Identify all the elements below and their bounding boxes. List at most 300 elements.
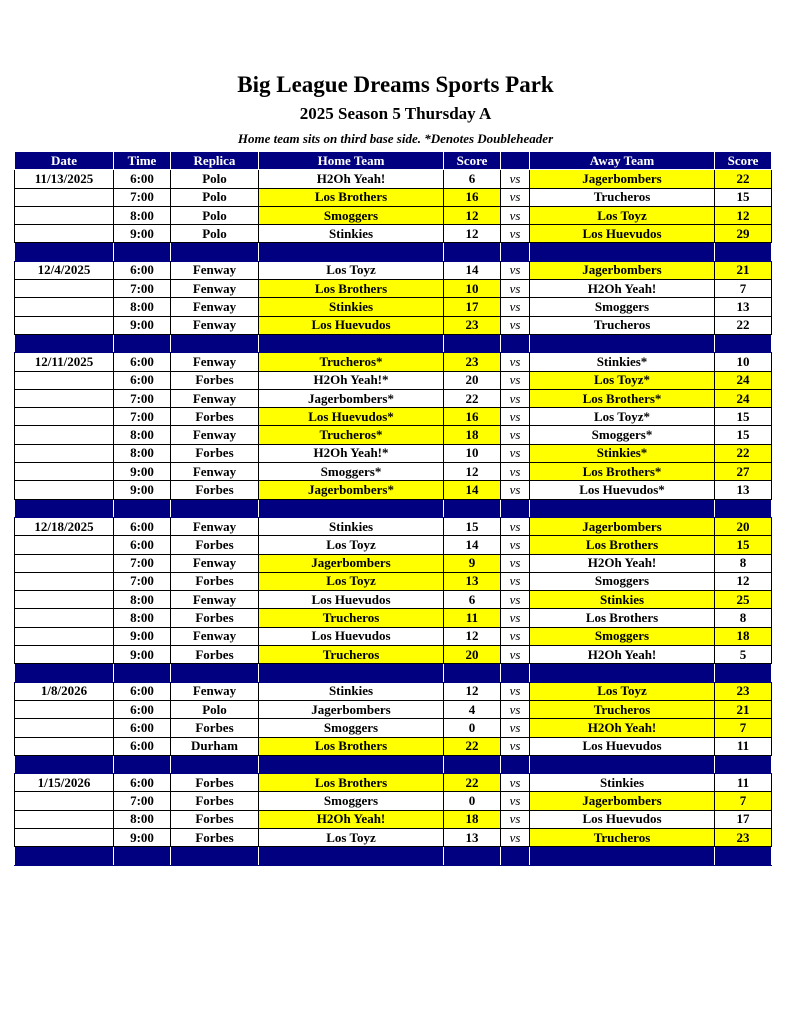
- separator-cell: [530, 243, 715, 261]
- cell-vs: vs: [501, 316, 530, 334]
- game-row: [15, 298, 772, 316]
- cell-away-team: Smoggers: [530, 627, 715, 645]
- cell-vs: vs: [501, 828, 530, 846]
- separator-cell: [171, 664, 259, 682]
- cell-date: [15, 627, 114, 645]
- separator-cell: [715, 499, 772, 517]
- separator-cell: [444, 755, 501, 773]
- cell-vs: vs: [501, 389, 530, 407]
- cell-home-team: Jagerbombers: [259, 700, 444, 718]
- cell-away-score: 11: [715, 737, 772, 755]
- separator-cell: [171, 847, 259, 865]
- separator-cell: [715, 664, 772, 682]
- cell-home-score: 12: [444, 206, 501, 224]
- cell-away-team: Smoggers: [530, 572, 715, 590]
- cell-home-score: 4: [444, 700, 501, 718]
- col-replica: Replica: [171, 152, 259, 170]
- game-row: [15, 591, 772, 609]
- cell-away-team: H2Oh Yeah!: [530, 554, 715, 572]
- cell-time: 6:00: [114, 353, 171, 371]
- cell-away-score: 13: [715, 298, 772, 316]
- cell-home-team: Smoggers*: [259, 463, 444, 481]
- cell-home-team: Los Toyz: [259, 536, 444, 554]
- cell-home-team: Trucheros: [259, 646, 444, 664]
- cell-time: 8:00: [114, 206, 171, 224]
- header-row: [15, 152, 772, 170]
- separator-cell: [15, 847, 114, 865]
- cell-home-score: 10: [444, 280, 501, 298]
- cell-replica: Polo: [171, 188, 259, 206]
- separator-cell: [444, 664, 501, 682]
- cell-replica: Forbes: [171, 828, 259, 846]
- cell-away-score: 29: [715, 225, 772, 243]
- separator-cell: [15, 664, 114, 682]
- week-separator: [15, 499, 772, 517]
- cell-away-team: Los Brothers*: [530, 389, 715, 407]
- cell-vs: vs: [501, 408, 530, 426]
- schedule-note: Home team sits on third base side. *Denotes Doubleheader: [237, 131, 554, 146]
- cell-away-score: 7: [715, 719, 772, 737]
- cell-away-team: Smoggers*: [530, 426, 715, 444]
- game-row: [15, 792, 772, 810]
- cell-home-team: Trucheros*: [259, 426, 444, 444]
- cell-vs: vs: [501, 170, 530, 188]
- cell-vs: vs: [501, 517, 530, 535]
- cell-away-score: 27: [715, 463, 772, 481]
- game-row: [15, 609, 772, 627]
- game-row: [15, 828, 772, 846]
- separator-cell: [259, 499, 444, 517]
- cell-date: 12/18/2025: [15, 517, 114, 535]
- cell-home-score: 10: [444, 444, 501, 462]
- cell-vs: vs: [501, 792, 530, 810]
- game-row: [15, 188, 772, 206]
- cell-home-team: Los Brothers: [259, 737, 444, 755]
- game-row: [15, 389, 772, 407]
- cell-away-score: 12: [715, 572, 772, 590]
- cell-vs: vs: [501, 737, 530, 755]
- cell-away-team: H2Oh Yeah!: [530, 646, 715, 664]
- cell-replica: Fenway: [171, 554, 259, 572]
- cell-home-score: 9: [444, 554, 501, 572]
- cell-home-team: Smoggers: [259, 719, 444, 737]
- cell-home-score: 6: [444, 170, 501, 188]
- cell-replica: Polo: [171, 700, 259, 718]
- cell-replica: Fenway: [171, 426, 259, 444]
- cell-away-score: 12: [715, 206, 772, 224]
- cell-away-team: Los Brothers: [530, 609, 715, 627]
- separator-cell: [15, 243, 114, 261]
- cell-date: [15, 444, 114, 462]
- separator-cell: [171, 499, 259, 517]
- separator-cell: [114, 243, 171, 261]
- season-subtitle: 2025 Season 5 Thursday A: [299, 104, 492, 123]
- cell-vs: vs: [501, 774, 530, 792]
- cell-home-score: 18: [444, 426, 501, 444]
- cell-away-score: 22: [715, 170, 772, 188]
- cell-replica: Forbes: [171, 792, 259, 810]
- cell-date: [15, 225, 114, 243]
- game-row: [15, 646, 772, 664]
- cell-time: 9:00: [114, 627, 171, 645]
- cell-replica: Forbes: [171, 481, 259, 499]
- cell-home-score: 12: [444, 627, 501, 645]
- cell-home-score: 12: [444, 225, 501, 243]
- col-time: Time: [114, 152, 171, 170]
- separator-cell: [715, 243, 772, 261]
- cell-date: [15, 572, 114, 590]
- separator-cell: [15, 755, 114, 773]
- cell-time: 7:00: [114, 792, 171, 810]
- cell-time: 7:00: [114, 188, 171, 206]
- game-row: [15, 719, 772, 737]
- cell-replica: Fenway: [171, 261, 259, 279]
- game-row: [15, 353, 772, 371]
- cell-time: 6:00: [114, 371, 171, 389]
- separator-cell: [171, 243, 259, 261]
- cell-away-team: Jagerbombers: [530, 792, 715, 810]
- cell-away-score: 10: [715, 353, 772, 371]
- cell-vs: vs: [501, 536, 530, 554]
- cell-home-score: 0: [444, 719, 501, 737]
- cell-home-score: 14: [444, 481, 501, 499]
- separator-cell: [114, 334, 171, 352]
- cell-home-score: 11: [444, 609, 501, 627]
- cell-replica: Forbes: [171, 572, 259, 590]
- cell-vs: vs: [501, 463, 530, 481]
- game-row: [15, 517, 772, 535]
- cell-home-team: Los Toyz: [259, 261, 444, 279]
- cell-time: 6:00: [114, 719, 171, 737]
- cell-away-team: Los Brothers*: [530, 463, 715, 481]
- separator-cell: [114, 499, 171, 517]
- cell-replica: Polo: [171, 206, 259, 224]
- cell-home-team: Trucheros*: [259, 353, 444, 371]
- separator-cell: [715, 334, 772, 352]
- col-home-score: Score: [444, 152, 501, 170]
- cell-away-score: 15: [715, 426, 772, 444]
- cell-replica: Fenway: [171, 591, 259, 609]
- separator-cell: [444, 847, 501, 865]
- separator-cell: [530, 334, 715, 352]
- cell-date: [15, 408, 114, 426]
- cell-replica: Polo: [171, 225, 259, 243]
- cell-home-score: 23: [444, 316, 501, 334]
- separator-cell: [501, 664, 530, 682]
- cell-replica: Fenway: [171, 316, 259, 334]
- cell-date: [15, 591, 114, 609]
- cell-away-team: Stinkies: [530, 774, 715, 792]
- separator-cell: [501, 847, 530, 865]
- game-row: [15, 371, 772, 389]
- game-row: [15, 810, 772, 828]
- cell-away-team: Trucheros: [530, 828, 715, 846]
- cell-date: [15, 700, 114, 718]
- cell-home-score: 20: [444, 646, 501, 664]
- cell-replica: Fenway: [171, 463, 259, 481]
- game-row: [15, 572, 772, 590]
- cell-time: 7:00: [114, 554, 171, 572]
- game-row: [15, 225, 772, 243]
- cell-time: 7:00: [114, 389, 171, 407]
- separator-cell: [444, 334, 501, 352]
- separator-cell: [530, 847, 715, 865]
- separator-cell: [530, 499, 715, 517]
- game-row: [15, 682, 772, 700]
- cell-replica: Forbes: [171, 609, 259, 627]
- cell-time: 6:00: [114, 536, 171, 554]
- separator-cell: [530, 664, 715, 682]
- cell-vs: vs: [501, 353, 530, 371]
- cell-away-score: 24: [715, 389, 772, 407]
- separator-cell: [15, 334, 114, 352]
- cell-home-score: 18: [444, 810, 501, 828]
- game-row: [15, 170, 772, 188]
- cell-home-score: 14: [444, 536, 501, 554]
- cell-away-score: 11: [715, 774, 772, 792]
- cell-date: 1/8/2026: [15, 682, 114, 700]
- separator-cell: [259, 664, 444, 682]
- cell-date: [15, 426, 114, 444]
- cell-date: [15, 737, 114, 755]
- cell-home-team: Stinkies: [259, 298, 444, 316]
- cell-replica: Forbes: [171, 646, 259, 664]
- week-separator: [15, 334, 772, 352]
- cell-date: [15, 206, 114, 224]
- cell-time: 6:00: [114, 737, 171, 755]
- cell-date: 12/4/2025: [15, 261, 114, 279]
- game-row: [15, 316, 772, 334]
- separator-cell: [444, 243, 501, 261]
- cell-replica: Fenway: [171, 353, 259, 371]
- cell-away-score: 15: [715, 408, 772, 426]
- cell-away-score: 24: [715, 371, 772, 389]
- cell-home-score: 16: [444, 408, 501, 426]
- cell-away-team: Los Huevudos*: [530, 481, 715, 499]
- cell-home-team: Jagerbombers: [259, 554, 444, 572]
- cell-home-score: 16: [444, 188, 501, 206]
- cell-date: [15, 536, 114, 554]
- col-away-team: Away Team: [530, 152, 715, 170]
- cell-home-team: Los Huevudos: [259, 316, 444, 334]
- cell-time: 6:00: [114, 170, 171, 188]
- cell-home-score: 12: [444, 682, 501, 700]
- cell-home-score: 23: [444, 353, 501, 371]
- cell-time: 9:00: [114, 316, 171, 334]
- cell-replica: Forbes: [171, 810, 259, 828]
- cell-vs: vs: [501, 481, 530, 499]
- cell-away-team: Los Huevudos: [530, 737, 715, 755]
- separator-cell: [715, 755, 772, 773]
- cell-away-team: Trucheros: [530, 316, 715, 334]
- separator-cell: [15, 499, 114, 517]
- cell-home-team: Los Brothers: [259, 774, 444, 792]
- cell-away-score: 20: [715, 517, 772, 535]
- cell-date: [15, 554, 114, 572]
- cell-date: [15, 719, 114, 737]
- game-row: [15, 426, 772, 444]
- cell-date: 11/13/2025: [15, 170, 114, 188]
- cell-vs: vs: [501, 646, 530, 664]
- cell-time: 9:00: [114, 225, 171, 243]
- cell-date: [15, 371, 114, 389]
- col-date: Date: [15, 152, 114, 170]
- schedule-table: [14, 151, 772, 866]
- cell-home-team: Los Brothers: [259, 188, 444, 206]
- cell-home-team: Los Huevudos: [259, 627, 444, 645]
- cell-date: [15, 810, 114, 828]
- cell-replica: Forbes: [171, 408, 259, 426]
- cell-date: [15, 828, 114, 846]
- cell-replica: Fenway: [171, 682, 259, 700]
- cell-replica: Fenway: [171, 627, 259, 645]
- separator-cell: [114, 847, 171, 865]
- separator-cell: [530, 755, 715, 773]
- cell-away-score: 22: [715, 316, 772, 334]
- cell-vs: vs: [501, 572, 530, 590]
- cell-home-team: Smoggers: [259, 792, 444, 810]
- cell-home-team: H2Oh Yeah!*: [259, 371, 444, 389]
- cell-home-team: H2Oh Yeah!: [259, 170, 444, 188]
- cell-date: [15, 298, 114, 316]
- cell-time: 7:00: [114, 280, 171, 298]
- cell-vs: vs: [501, 426, 530, 444]
- cell-away-team: Los Toyz: [530, 682, 715, 700]
- cell-home-score: 20: [444, 371, 501, 389]
- cell-vs: vs: [501, 682, 530, 700]
- separator-cell: [259, 243, 444, 261]
- cell-away-score: 23: [715, 682, 772, 700]
- cell-home-team: Smoggers: [259, 206, 444, 224]
- cell-replica: Fenway: [171, 280, 259, 298]
- cell-vs: vs: [501, 700, 530, 718]
- cell-date: [15, 188, 114, 206]
- cell-date: [15, 481, 114, 499]
- cell-home-score: 15: [444, 517, 501, 535]
- cell-away-score: 13: [715, 481, 772, 499]
- cell-away-team: Jagerbombers: [530, 170, 715, 188]
- cell-home-score: 13: [444, 828, 501, 846]
- game-row: [15, 444, 772, 462]
- separator-cell: [259, 847, 444, 865]
- cell-replica: Fenway: [171, 517, 259, 535]
- cell-away-team: H2Oh Yeah!: [530, 719, 715, 737]
- cell-replica: Forbes: [171, 371, 259, 389]
- cell-vs: vs: [501, 591, 530, 609]
- cell-away-score: 7: [715, 280, 772, 298]
- cell-vs: vs: [501, 609, 530, 627]
- game-row: [15, 206, 772, 224]
- cell-time: 9:00: [114, 828, 171, 846]
- game-row: [15, 774, 772, 792]
- game-row: [15, 408, 772, 426]
- cell-away-score: 17: [715, 810, 772, 828]
- cell-home-team: Los Toyz: [259, 828, 444, 846]
- game-row: [15, 627, 772, 645]
- cell-date: [15, 646, 114, 664]
- separator-cell: [444, 499, 501, 517]
- cell-time: 9:00: [114, 481, 171, 499]
- cell-away-team: Trucheros: [530, 188, 715, 206]
- cell-home-team: H2Oh Yeah!*: [259, 444, 444, 462]
- cell-time: 8:00: [114, 810, 171, 828]
- col-away-score: Score: [715, 152, 772, 170]
- cell-away-score: 25: [715, 591, 772, 609]
- cell-away-team: Smoggers: [530, 298, 715, 316]
- cell-time: 6:00: [114, 682, 171, 700]
- cell-date: [15, 463, 114, 481]
- separator-cell: [114, 755, 171, 773]
- separator-cell: [114, 664, 171, 682]
- cell-away-score: 23: [715, 828, 772, 846]
- cell-away-team: Los Toyz*: [530, 371, 715, 389]
- cell-home-team: H2Oh Yeah!: [259, 810, 444, 828]
- game-row: [15, 463, 772, 481]
- cell-replica: Fenway: [171, 389, 259, 407]
- separator-cell: [501, 243, 530, 261]
- cell-date: [15, 609, 114, 627]
- separator-cell: [259, 334, 444, 352]
- game-row: [15, 737, 772, 755]
- cell-time: 6:00: [114, 517, 171, 535]
- week-separator: [15, 243, 772, 261]
- cell-home-score: 0: [444, 792, 501, 810]
- week-separator: [15, 664, 772, 682]
- cell-date: 12/11/2025: [15, 353, 114, 371]
- cell-home-team: Jagerbombers*: [259, 389, 444, 407]
- cell-away-score: 5: [715, 646, 772, 664]
- cell-away-score: 8: [715, 554, 772, 572]
- cell-home-team: Trucheros: [259, 609, 444, 627]
- cell-away-team: Los Huevudos: [530, 810, 715, 828]
- cell-away-team: Los Huevudos: [530, 225, 715, 243]
- cell-home-team: Jagerbombers*: [259, 481, 444, 499]
- cell-away-team: Trucheros: [530, 700, 715, 718]
- cell-date: 1/15/2026: [15, 774, 114, 792]
- cell-away-team: Los Brothers: [530, 536, 715, 554]
- cell-time: 8:00: [114, 298, 171, 316]
- week-separator: [15, 755, 772, 773]
- separator-cell: [171, 755, 259, 773]
- cell-date: [15, 389, 114, 407]
- cell-away-team: H2Oh Yeah!: [530, 280, 715, 298]
- cell-home-team: Los Toyz: [259, 572, 444, 590]
- cell-away-team: Stinkies: [530, 591, 715, 609]
- cell-home-team: Los Huevudos: [259, 591, 444, 609]
- game-row: [15, 261, 772, 279]
- cell-away-score: 18: [715, 627, 772, 645]
- cell-vs: vs: [501, 206, 530, 224]
- cell-replica: Polo: [171, 170, 259, 188]
- cell-away-team: Stinkies*: [530, 444, 715, 462]
- cell-vs: vs: [501, 188, 530, 206]
- cell-home-score: 6: [444, 591, 501, 609]
- cell-away-score: 15: [715, 536, 772, 554]
- cell-home-team: Stinkies: [259, 225, 444, 243]
- cell-vs: vs: [501, 810, 530, 828]
- cell-away-team: Los Toyz: [530, 206, 715, 224]
- cell-home-score: 17: [444, 298, 501, 316]
- cell-away-score: 21: [715, 700, 772, 718]
- cell-vs: vs: [501, 627, 530, 645]
- cell-home-team: Los Brothers: [259, 280, 444, 298]
- cell-vs: vs: [501, 444, 530, 462]
- cell-away-team: Jagerbombers: [530, 261, 715, 279]
- cell-home-score: 22: [444, 389, 501, 407]
- cell-time: 7:00: [114, 408, 171, 426]
- cell-vs: vs: [501, 298, 530, 316]
- cell-away-score: 8: [715, 609, 772, 627]
